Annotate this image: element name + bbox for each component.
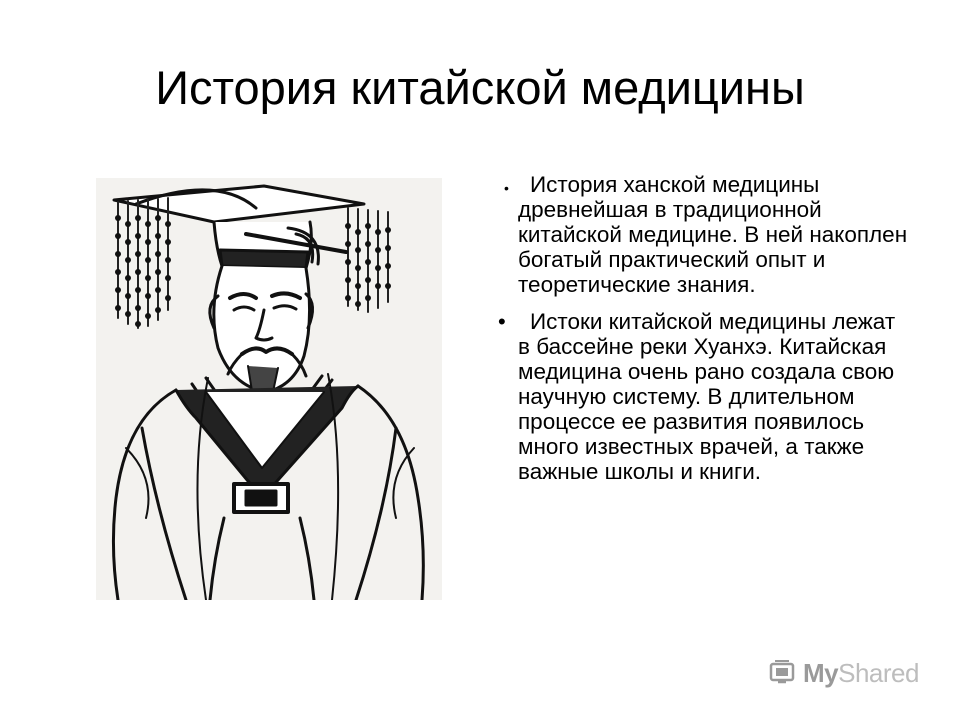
bullet-list xyxy=(490,172,910,496)
watermark-text xyxy=(803,658,919,689)
myshared-logo-icon xyxy=(768,658,798,688)
bullet-item xyxy=(490,309,910,484)
bullet-text: Истоки китайской медицины лежат в бассейне реки Хуанхэ. Китайская медицина очень рано создала свою научную систему. В длительном процессе ее развития появилось много известных врачей, а также важные школы и книги. xyxy=(518,309,896,484)
emperor-portrait-image xyxy=(96,178,442,600)
slide-title: История китайской медицины xyxy=(155,61,805,114)
bullet-marker: • xyxy=(504,180,509,196)
bullet-marker: • xyxy=(498,309,506,334)
myshared-watermark xyxy=(768,655,928,691)
bullet-item xyxy=(490,172,910,297)
bullet-text: История ханской медицины древнейшая в традиционной китайской медицине. В ней накоплен богатый практический опыт и теоретические знания. xyxy=(518,172,908,297)
watermark-text-part1: My xyxy=(803,657,839,688)
watermark-text-part2: Shared xyxy=(838,657,919,688)
